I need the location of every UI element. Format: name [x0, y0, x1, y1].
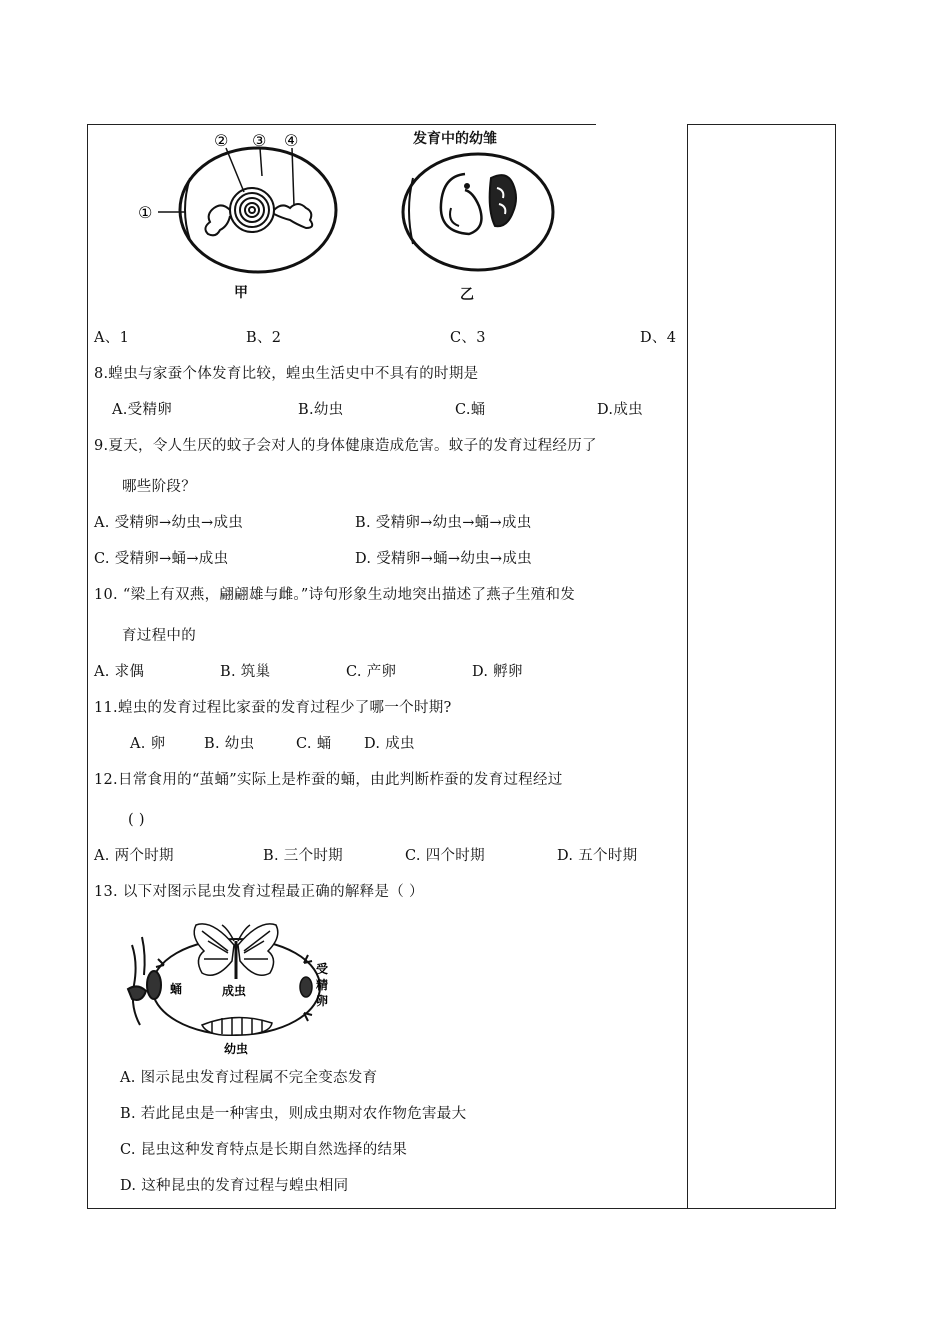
label-egg-1: 受: [316, 962, 329, 976]
q10-option-c: C. 产卵: [346, 664, 397, 680]
egg-diagram-jia: [130, 128, 350, 308]
label-larva: 幼虫: [224, 1042, 249, 1056]
table-bottom-border: [87, 1208, 836, 1209]
q7-option-a: A、1: [94, 330, 130, 346]
q8-option-b: B.幼虫: [298, 402, 344, 418]
q10-stem-line1: 10. “梁上有双燕，翩翩雄与雌。”诗句形象生动地突出描述了燕子生殖和发: [94, 587, 576, 603]
q8-stem: 8.蝗虫与家蚕个体发育比较，蝗虫生活史中不具有的时期是: [94, 366, 479, 382]
q13-stem: 13. 以下对图示昆虫发育过程最正确的解释是（ ）: [94, 884, 424, 900]
caterpillar-larva: [202, 1017, 272, 1035]
q13-option-d: D. 这种昆虫的发育过程与蝗虫相同: [120, 1178, 349, 1194]
q9-option-b: B. 受精卵→幼虫→蛹→成虫: [355, 515, 532, 531]
butterfly-adult: [194, 924, 278, 979]
q10-option-b: B. 筑巢: [220, 664, 271, 680]
q8-option-d: D.成虫: [597, 402, 643, 418]
label-pupa: 蛹: [170, 982, 183, 996]
label-egg-3: 卵: [316, 994, 329, 1008]
q10-stem-line2: 育过程中的: [122, 628, 196, 644]
table-right-border: [835, 124, 836, 1209]
chick-embryo: [441, 174, 482, 234]
table-left-border: [87, 124, 88, 1209]
q11-option-d: D. 成虫: [364, 736, 415, 752]
plant-with-pupa: [128, 937, 161, 1025]
q12-option-c: C. 四个时期: [405, 848, 485, 864]
q9-option-d: D. 受精卵→蛹→幼虫→成虫: [355, 551, 532, 567]
q7-option-d: D、4: [640, 330, 677, 346]
q11-option-a: A. 卵: [130, 736, 166, 752]
egg-diagram-yi: [395, 148, 565, 278]
q8-option-a: A.受精卵: [112, 402, 173, 418]
egg-icon: [300, 977, 312, 997]
q7-option-c: C、3: [450, 330, 486, 346]
q7-option-b: B、2: [246, 330, 282, 346]
insect-lifecycle-diagram: [124, 915, 344, 1060]
label-num4: ④: [284, 131, 299, 150]
label-egg-2: 精: [316, 978, 329, 992]
q9-stem-line1: 9.夏天，令人生厌的蚊子会对人的身体健康造成危害。蚊子的发育过程经历了: [94, 438, 597, 454]
yolk-spiral: [230, 188, 274, 232]
q12-stem-line2: ( ): [128, 812, 145, 828]
q11-option-c: C. 蛹: [296, 736, 332, 752]
q12-option-d: D. 五个时期: [557, 848, 638, 864]
label-num2: ②: [214, 131, 229, 150]
egg-shell-yi: [403, 154, 553, 270]
caption-jia: 甲: [234, 285, 248, 301]
q8-option-c: C.蛹: [455, 402, 486, 418]
label-adult: 成虫: [222, 984, 247, 998]
title-developing-chick: 发育中的幼雏: [413, 131, 497, 147]
q9-option-a: A. 受精卵→幼虫→成虫: [94, 515, 244, 531]
q10-option-d: D. 孵卵: [472, 664, 523, 680]
table-column-divider: [687, 124, 688, 1209]
q11-stem: 11.蝗虫的发育过程比家蚕的发育过程少了哪一个时期?: [94, 700, 452, 716]
yolk-sac-yi: [490, 175, 516, 226]
q12-option-b: B. 三个时期: [263, 848, 343, 864]
q11-option-b: B. 幼虫: [204, 736, 255, 752]
table-top-border-right: [687, 124, 836, 125]
chalaza-left: [205, 205, 230, 235]
q10-option-a: A. 求偶: [94, 664, 145, 680]
q13-option-c: C. 昆虫这种发育特点是长期自然选择的结果: [120, 1142, 408, 1158]
chalaza-right: [274, 204, 312, 228]
q9-option-c: C. 受精卵→蛹→成虫: [94, 551, 229, 567]
label-num3: ③: [252, 131, 267, 150]
q12-stem-line1: 12.日常食用的“茧蛹”实际上是柞蚕的蛹，由此判断柞蚕的发育过程经过: [94, 772, 563, 788]
q13-option-a: A. 图示昆虫发育过程属不完全变态发育: [120, 1070, 378, 1086]
table-top-border-left: [87, 124, 596, 125]
q12-option-a: A. 两个时期: [94, 848, 174, 864]
caption-yi: 乙: [460, 287, 474, 303]
q9-stem-line2: 哪些阶段？: [122, 479, 196, 495]
q13-option-b: B. 若此昆虫是一种害虫，则成虫期对农作物危害最大: [120, 1106, 467, 1122]
label-num1: ①: [138, 203, 153, 222]
